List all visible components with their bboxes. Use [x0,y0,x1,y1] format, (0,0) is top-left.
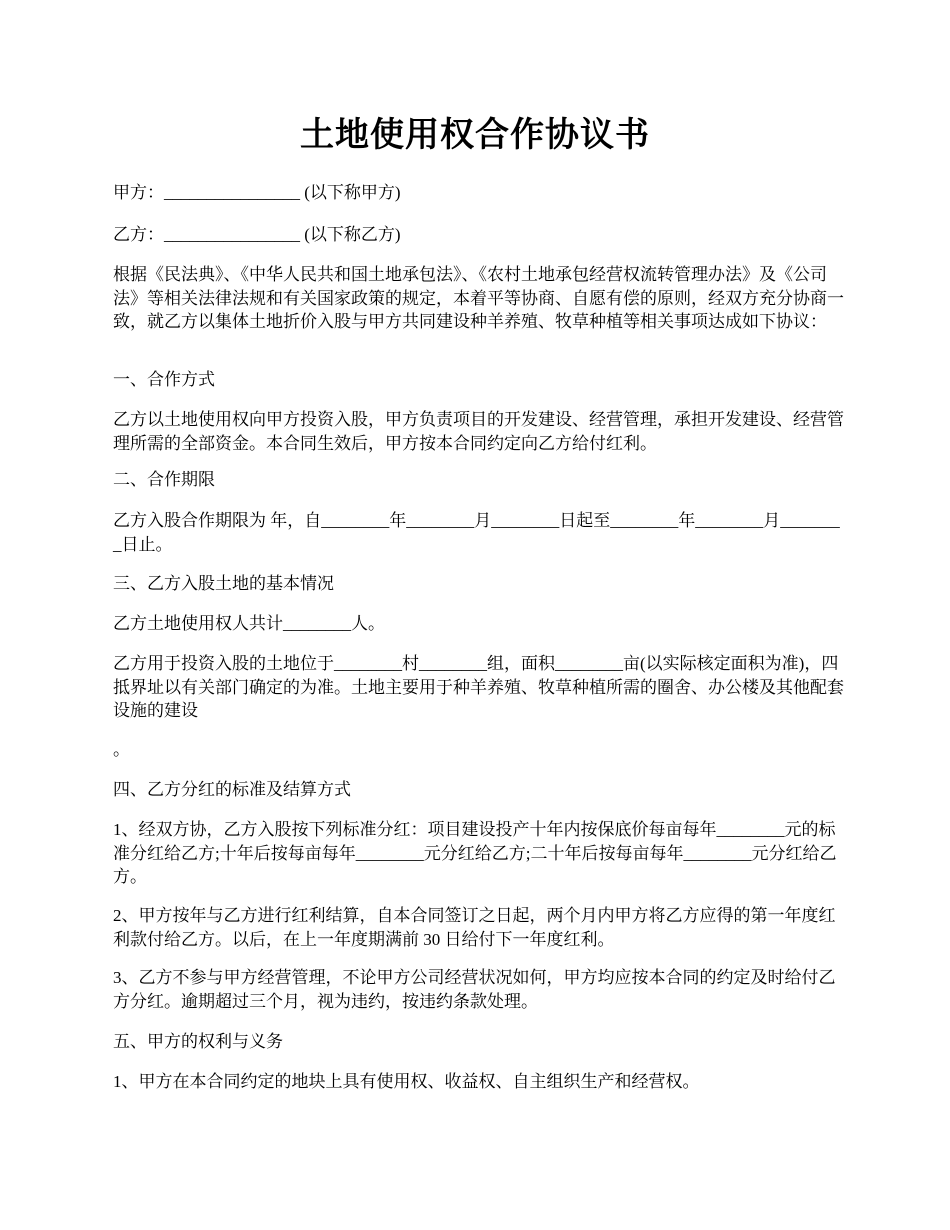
cooperation-method-paragraph: 乙方以土地使用权向甲方投资入股，甲方负责项目的开发建设、经营管理，承担开发建设、经营管理所需的全部资金。本合同生效后，甲方按本合同约定向乙方给付红利。 [113,410,844,453]
dividend-settlement-paragraph: 2、甲方按年与乙方进行红利结算，自本合同签订之日起，两个月内甲方将乙方应得的第一年度红利款付给乙方。以后，在上一年度期满前 30 日给付下一年度红利。 [113,906,836,949]
dividend-standard-paragraph: 1、经双方协，乙方入股按下列标准分红：项目建设投产十年内按保底价每亩每年________元的标准分红给乙方;十年后按每亩每年________元分红给乙方;二十年后按每亩每年________元分红给乙方。 [113,820,837,886]
no-management-paragraph: 3、乙方不参与甲方经营管理，不论甲方公司经营状况如何，甲方均应按本合同的约定及时给付乙方分红。逾期超过三个月，视为违约，按违约条款处理。 [113,968,836,1011]
land-holders-paragraph: 乙方土地使用权人共计________人。 [113,614,385,633]
section-heading-dividend: 四、乙方分红的标准及结算方式 [113,780,351,799]
party-a-rights-item-1: 1、甲方在本合同约定的地块上具有使用权、收益权、自主组织生产和经营权。 [113,1072,700,1091]
section-heading-party-a-rights: 五、甲方的权利与义务 [113,1032,283,1051]
preamble-paragraph: 根据《民法典》、《中华人民共和国土地承包法》、《农村土地承包经营权流转管理办法》及《公司法》等相关法律法规和有关国家政策的规定，本着平等协商、自愿有偿的原则，经双方充分协商一致，就乙方以集体土地折价入股与甲方共同建设种羊养殖、牧草种植等相关事项达成如下协议： [113,265,844,331]
document-title: 土地使用权合作协议书 [300,117,650,154]
land-location-paragraph: 乙方用于投资入股的土地位于________村________组，面积________亩(以实际核定面积为准)，四抵界址以有关部门确定的为准。土地主要用于种羊养殖、牧草种植所需的圈舍、办公楼及其他配套设施的建设 [113,654,844,720]
party-a-line: 甲方：________________ (以下称甲方) [113,183,401,202]
cooperation-term-paragraph: 乙方入股合作期限为 年，自________年________月________日起至________年________月________日止。 [113,511,840,554]
section-heading-land-info: 三、乙方入股土地的基本情况 [113,574,334,593]
stray-period-line: 。 [113,740,130,759]
party-b-line: 乙方：________________ (以下称乙方) [113,225,401,244]
section-heading-cooperation-term: 二、合作期限 [113,470,215,489]
section-heading-cooperation-method: 一、合作方式 [113,370,215,389]
